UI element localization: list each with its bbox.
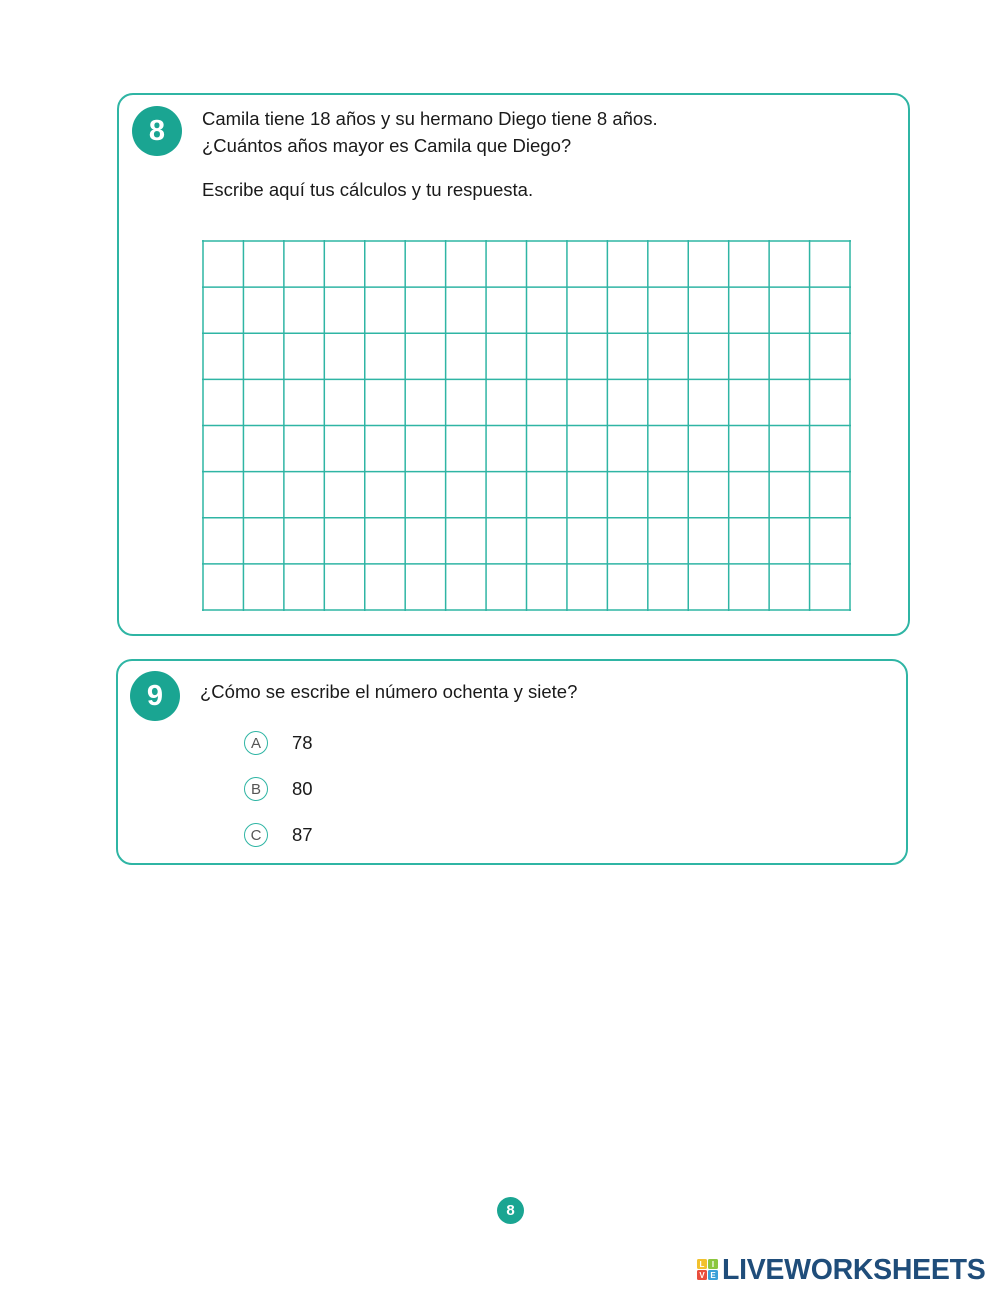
question-number-badge: 9 (130, 671, 180, 721)
logo-letter: I (711, 1260, 715, 1269)
option-letter-circle[interactable]: C (244, 823, 268, 847)
option-letter-circle[interactable]: B (244, 777, 268, 801)
question-number-badge: 8 (132, 106, 182, 156)
option-value: 78 (292, 732, 313, 753)
question-9-card (116, 659, 908, 865)
option-letter-circle[interactable]: A (244, 731, 268, 755)
brand-name: LIVEWORKSHEETS (722, 1254, 986, 1286)
question-8-card (117, 93, 910, 636)
option-value: 87 (292, 824, 313, 845)
liveworksheets-logo-icon (697, 1259, 719, 1281)
option-b[interactable] (244, 777, 313, 801)
branding (697, 1254, 985, 1286)
option-a[interactable] (244, 731, 313, 755)
question-text-line-2: ¿Cuántos años mayor es Camila que Diego? (202, 135, 572, 156)
logo-letter: L (699, 1260, 705, 1269)
page-number: 8 (497, 1197, 524, 1224)
question-text-line-1: Camila tiene 18 años y su hermano Diego tiene 8 años. (202, 108, 658, 129)
answer-grid[interactable] (202, 240, 851, 611)
option-c[interactable] (244, 823, 313, 847)
option-value: 80 (292, 778, 313, 799)
logo-letter: V (699, 1271, 705, 1280)
logo-letter: E (710, 1271, 716, 1280)
question-text: ¿Cómo se escribe el número ochenta y siete? (200, 681, 578, 702)
question-instruction: Escribe aquí tus cálculos y tu respuesta. (202, 179, 534, 200)
